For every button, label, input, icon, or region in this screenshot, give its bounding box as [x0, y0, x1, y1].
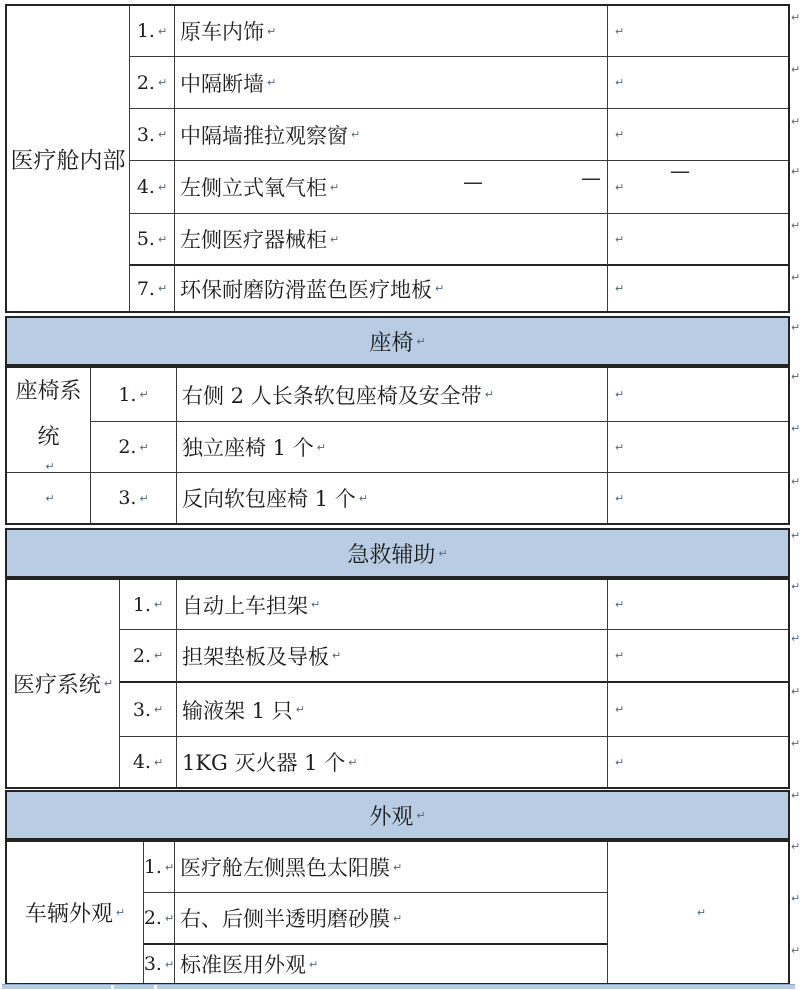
category-cell-interior — [7, 6, 130, 311]
row-end-mark: ↵ — [791, 165, 800, 178]
paragraph-mark-icon: ↵ — [615, 180, 625, 194]
row-end-mark: ↵ — [791, 115, 800, 128]
item-cell: 担架垫板及导板 ↵ — [177, 630, 608, 683]
remark-cell — [608, 473, 788, 523]
remark-cell — [608, 737, 788, 787]
row-number: 3. ↵ — [120, 683, 177, 737]
item-cell: 左侧立式氧气柜 ↵ — [175, 161, 608, 214]
row-number: 7. ↵ — [130, 266, 175, 311]
paragraph-mark-icon: ↵ — [153, 755, 164, 769]
paragraph-mark-icon: ↵ — [153, 649, 164, 662]
row-end-mark: ↵ — [791, 737, 800, 750]
row-end-mark: ↵ — [791, 944, 800, 957]
row-end-mark: ↵ — [791, 840, 800, 853]
item-cell: 左侧医疗器械柜 ↵ — [175, 214, 608, 266]
dash-mark: — — [463, 170, 483, 194]
row-end-mark: ↵ — [791, 422, 800, 435]
remark-cell — [608, 683, 788, 737]
paragraph-mark-icon: ↵ — [139, 388, 149, 401]
paragraph-mark-icon: ↵ — [164, 860, 175, 874]
row-number: 3. ↵ — [144, 945, 175, 983]
row-end-mark: ↵ — [791, 892, 800, 905]
category-label: 医疗舱内部 — [10, 148, 126, 174]
paragraph-mark-icon: ↵ — [438, 546, 448, 560]
paragraph-mark-icon: ↵ — [157, 180, 168, 194]
paragraph-mark-icon: ↵ — [358, 491, 368, 505]
paragraph-mark-icon: ↵ — [139, 491, 149, 505]
paragraph-mark-icon: ↵ — [45, 491, 55, 505]
row-number: 4. ↵ — [120, 737, 177, 787]
section-exterior — [5, 840, 790, 985]
paragraph-mark-icon: ↵ — [696, 906, 707, 919]
paragraph-mark-icon: ↵ — [615, 24, 625, 38]
dash-mark: — — [581, 166, 601, 190]
dash-mark: — — [670, 159, 690, 183]
row-end-mark: ↵ — [791, 475, 800, 488]
remark-cell — [608, 266, 788, 311]
row-end-mark: ↵ — [791, 370, 800, 383]
paragraph-mark-icon: ↵ — [157, 76, 168, 89]
row-number: 4. ↵ — [130, 161, 175, 214]
paragraph-mark-icon: ↵ — [295, 703, 305, 716]
paragraph-mark-icon: ↵ — [157, 128, 168, 141]
row-number: 3. ↵ — [130, 109, 175, 161]
paragraph-mark-icon: ↵ — [45, 459, 55, 473]
paragraph-mark-icon: ↵ — [416, 808, 426, 822]
item-cell: 输液架 1 只 ↵ — [177, 683, 608, 737]
row-end-mark: ↵ — [791, 632, 800, 645]
remark-cell — [608, 214, 788, 266]
row-number: 1. ↵ — [120, 580, 177, 630]
paragraph-mark-icon: ↵ — [416, 334, 426, 348]
paragraph-mark-icon: ↵ — [153, 703, 164, 716]
row-number: 2. ↵ — [91, 422, 177, 473]
paragraph-mark-icon: ↵ — [316, 440, 326, 454]
remark-cell — [608, 580, 788, 630]
section-header-exterior: 外观 ↵ — [5, 790, 790, 840]
paragraph-mark-icon: ↵ — [267, 24, 277, 38]
row-end-mark: ↵ — [791, 529, 800, 542]
paragraph-mark-icon: ↵ — [157, 232, 168, 246]
paragraph-mark-icon: ↵ — [115, 906, 126, 919]
remark-cell — [608, 161, 788, 214]
paragraph-mark-icon: ↵ — [153, 598, 164, 611]
remark-cell-merged — [608, 842, 788, 983]
category-cell-seats — [7, 368, 91, 473]
paragraph-mark-icon: ↵ — [615, 703, 625, 716]
remark-cell — [608, 57, 788, 109]
paragraph-mark-icon: ↵ — [164, 911, 175, 925]
paragraph-mark-icon: ↵ — [615, 76, 625, 89]
item-cell: 原车内饰 ↵ — [175, 6, 608, 57]
paragraph-mark-icon: ↵ — [157, 24, 168, 38]
paragraph-mark-icon: ↵ — [103, 677, 114, 690]
row-end-mark: ↵ — [791, 219, 800, 232]
item-cell: 反向软包座椅 1 个 ↵ — [177, 473, 608, 523]
category-cell-medical — [7, 580, 120, 787]
row-number: 2. ↵ — [130, 57, 175, 109]
category-label: 医疗系统 — [12, 673, 101, 698]
section-first-aid — [5, 578, 790, 789]
paragraph-mark-icon: ↵ — [615, 232, 625, 246]
paragraph-mark-icon: ↵ — [615, 282, 625, 295]
category-cell-empty — [7, 473, 91, 523]
remark-cell — [608, 109, 788, 161]
item-cell: 医疗舱左侧黑色太阳膜 ↵ — [175, 842, 608, 893]
row-end-mark: ↵ — [791, 271, 800, 284]
paragraph-mark-icon: ↵ — [435, 282, 445, 295]
row-number: 5. ↵ — [130, 214, 175, 266]
remark-cell — [608, 630, 788, 683]
category-cell-vehicle — [7, 842, 144, 983]
item-cell: 右侧 2 人长条软包座椅及安全带 ↵ — [177, 368, 608, 422]
row-end-mark: ↵ — [791, 685, 800, 698]
paragraph-mark-icon: ↵ — [311, 598, 321, 611]
paragraph-mark-icon: ↵ — [164, 957, 175, 971]
item-cell: 标准医用外观 ↵ — [175, 945, 608, 983]
paragraph-mark-icon: ↵ — [484, 388, 494, 401]
paragraph-mark-icon: ↵ — [615, 598, 625, 611]
row-end-mark: ↵ — [791, 789, 800, 802]
paragraph-mark-icon: ↵ — [351, 128, 361, 141]
row-number: 1. ↵ — [130, 6, 175, 57]
row-end-mark: ↵ — [791, 321, 800, 334]
paragraph-mark-icon: ↵ — [615, 128, 625, 141]
cell-divider — [154, 985, 157, 990]
paragraph-mark-icon: ↵ — [615, 491, 625, 505]
paragraph-mark-icon: ↵ — [330, 232, 340, 246]
remark-cell — [608, 368, 788, 422]
row-number: 1. ↵ — [91, 368, 177, 422]
item-cell: 1KG 灭火器 1 个 ↵ — [177, 737, 608, 787]
section-seats — [5, 366, 790, 525]
paragraph-mark-icon: ↵ — [393, 911, 403, 925]
paragraph-mark-icon: ↵ — [139, 440, 149, 454]
paragraph-mark-icon: ↵ — [157, 282, 168, 295]
item-cell: 右、后侧半透明磨砂膜 ↵ — [175, 893, 608, 945]
item-cell: 中隔断墙 ↵ — [175, 57, 608, 109]
item-cell: 自动上车担架 ↵ — [177, 580, 608, 630]
row-end-mark: ↵ — [791, 63, 800, 76]
row-end-mark: ↵ — [791, 580, 800, 593]
remark-cell — [608, 6, 788, 57]
paragraph-mark-icon: ↵ — [267, 76, 277, 89]
row-number: 3. ↵ — [91, 473, 177, 523]
item-cell: 中隔墙推拉观察窗 ↵ — [175, 109, 608, 161]
paragraph-mark-icon: ↵ — [615, 440, 625, 454]
section-header-first-aid: 急救辅助 ↵ — [5, 528, 790, 578]
paragraph-mark-icon: ↵ — [393, 860, 403, 874]
item-cell: 环保耐磨防滑蓝色医疗地板 ↵ — [175, 266, 608, 311]
paragraph-mark-icon: ↵ — [615, 388, 625, 401]
row-end-mark: ↵ — [791, 11, 800, 24]
remark-cell — [608, 422, 788, 473]
paragraph-mark-icon: ↵ — [348, 755, 358, 769]
paragraph-mark-icon: ↵ — [309, 957, 319, 971]
paragraph-mark-icon: ↵ — [330, 180, 340, 194]
paragraph-mark-icon: ↵ — [615, 755, 625, 769]
cell-divider — [111, 985, 114, 990]
partial-next-row — [2, 984, 795, 989]
paragraph-mark-icon: ↵ — [615, 649, 625, 662]
category-label: 车辆外观 — [24, 902, 113, 927]
item-cell: 独立座椅 1 个 ↵ — [177, 422, 608, 473]
paragraph-mark-icon: ↵ — [332, 649, 342, 662]
row-number: 2. ↵ — [144, 893, 175, 945]
section-header-seats: 座椅 ↵ — [5, 316, 790, 366]
row-number: 2. ↵ — [120, 630, 177, 683]
row-number: 1. ↵ — [144, 842, 175, 893]
category-label: 座椅系统 — [15, 378, 82, 450]
